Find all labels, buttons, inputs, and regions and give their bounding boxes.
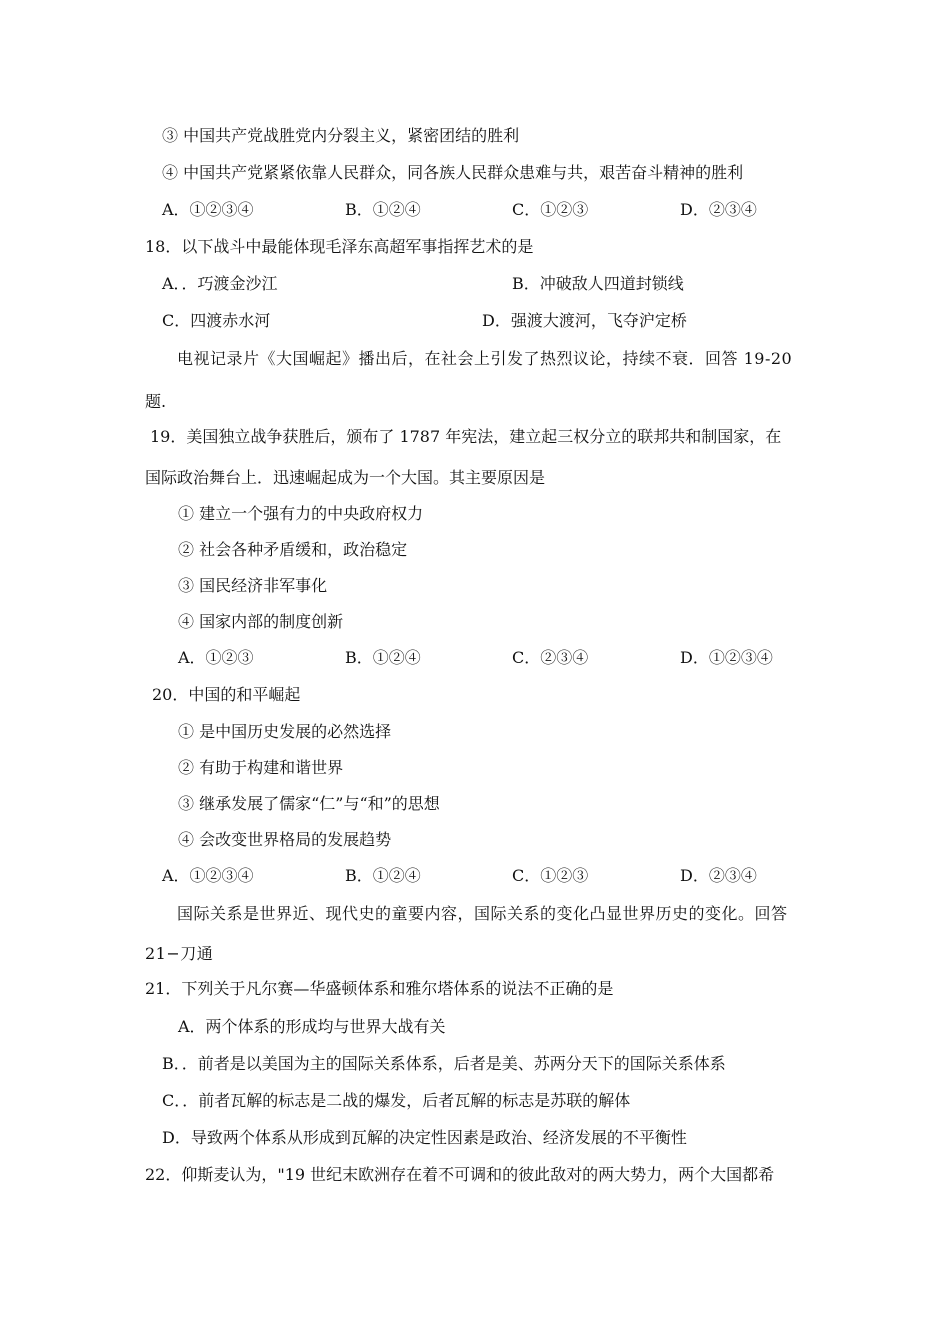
- q20-item-2: ② 有助于构建和谐世界: [178, 758, 344, 777]
- q19-item-2: ② 社会各种矛盾缓和，政治稳定: [178, 540, 408, 559]
- q22-stem: 22．仰斯麦认为，"19 世纪末欧洲存在着不可调和的彼此敌对的两大势力，两个大国都希: [145, 1165, 775, 1184]
- q19-option-d: D．①②③④: [680, 648, 773, 667]
- q21-stem: 21．下列关于凡尔赛—华盛顿体系和雅尔塔体系的说法不正确的是: [145, 979, 614, 998]
- q20-item-3: ③ 继承发展了儒家“仁”与“和”的思想: [178, 794, 440, 813]
- q19-item-3: ③ 国民经济非军事化: [178, 576, 328, 595]
- q17-option-a: A．①②③④: [162, 200, 254, 219]
- q20-item-4: ④ 会改变世界格局的发展趋势: [178, 830, 392, 849]
- q20-item-1: ① 是中国历史发展的必然选择: [178, 722, 392, 741]
- q17-option-c: C．①②③: [512, 200, 589, 219]
- q19-item-4: ④ 国家内部的制度创新: [178, 612, 344, 631]
- q18-option-d: D．强渡大渡河，飞夺沪定桥: [482, 311, 687, 330]
- q17-item-3: ③ 中国共产党战胜党内分裂主义，紧密团结的胜利: [162, 126, 520, 145]
- intro-19-20-line1: 电视记录片《大国崛起》播出后，在社会上引发了热烈议论，持续不衰．回答 19-20: [177, 349, 793, 368]
- q19-item-1: ① 建立一个强有力的中央政府权力: [178, 504, 424, 523]
- q19-stem-line1: 19．美国独立战争获胜后，颁布了 1787 年宪法，建立起三权分立的联邦共和制国家，在: [150, 427, 782, 446]
- q17-option-d: D．②③④: [680, 200, 757, 219]
- q21-option-b: B．．前者是以美国为主的国际关系体系，后者是美、苏两分天下的国际关系体系: [162, 1054, 726, 1073]
- q21-option-c: C．．前者瓦解的标志是二战的爆发，后者瓦解的标志是苏联的解体: [162, 1091, 631, 1110]
- q20-option-c: C．①②③: [512, 866, 589, 885]
- q21-option-a: A．两个体系的形成均与世界大战有关: [178, 1017, 446, 1036]
- q19-option-c: C．②③④: [512, 648, 589, 667]
- q19-stem-line2: 国际政治舞台上．迅速崛起成为一个大国。其主要原因是: [145, 468, 546, 487]
- q20-stem: 20．中国的和平崛起: [152, 685, 301, 704]
- q17-option-b: B．①②④: [345, 200, 421, 219]
- q17-item-4: ④ 中国共产党紧紧依靠人民群众，同各族人民群众患难与共，艰苦奋斗精神的胜利: [162, 163, 744, 182]
- q20-option-a: A．①②③④: [162, 866, 254, 885]
- q19-option-b: B．①②④: [345, 648, 421, 667]
- q18-stem: 18．以下战斗中最能体现毛泽东高超军事指挥艺术的是: [145, 237, 534, 256]
- q20-option-b: B．①②④: [345, 866, 421, 885]
- q18-option-b: B．冲破敌人四道封锁线: [512, 274, 684, 293]
- intro-21-line1: 国际关系是世界近、现代史的童要内容，国际关系的变化凸显世界历史的变化。回答: [177, 904, 788, 923]
- intro-19-20-line2: 题.: [145, 392, 167, 411]
- q18-option-a: A．．巧渡金沙江: [162, 274, 278, 293]
- q19-option-a: A．①②③: [178, 648, 254, 667]
- intro-21-line2: 21−刀通: [145, 944, 214, 963]
- q18-option-c: C．四渡赤水河: [162, 311, 271, 330]
- q21-option-d: D．导致两个体系从形成到瓦解的决定性因素是政治、经济发展的不平衡性: [162, 1128, 687, 1147]
- q20-option-d: D．②③④: [680, 866, 757, 885]
